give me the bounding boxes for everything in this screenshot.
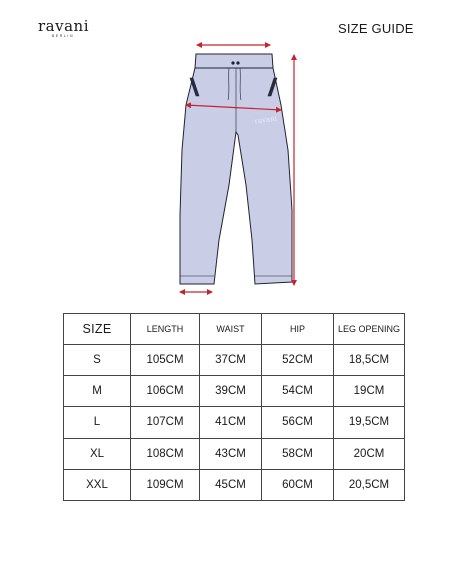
waist-cell: 45CM [200,469,262,500]
waist-cell: 43CM [200,438,262,469]
size-cell: XL [64,438,131,469]
length-cell: 108CM [131,438,200,469]
table-row [64,376,405,407]
length-cell: 105CM [131,345,200,376]
header-waist: WAIST [200,314,262,345]
hip-cell: 56CM [262,407,334,438]
hip-cell: 60CM [262,469,334,500]
length-cell: 106CM [131,376,200,407]
table-header-row [64,314,405,345]
header-length: LENGTH [131,314,200,345]
size-cell: XXL [64,469,131,500]
header-size: SIZE [64,314,131,345]
header-leg-opening: LEG OPENING [334,314,405,345]
pants-illustration [180,54,292,284]
leg-opening-cell: 19,5CM [334,407,405,438]
brand-tagline: BERLIN [51,34,75,38]
leg-opening-cell: 20CM [334,438,405,469]
page-title: SIZE GUIDE [338,21,414,36]
length-cell: 109CM [131,469,200,500]
table-row [64,345,405,376]
waist-cell: 39CM [200,376,262,407]
size-cell: S [64,345,131,376]
header-hip: HIP [262,314,334,345]
pants-print-text: ravani [254,114,278,126]
leg-opening-cell: 18,5CM [334,345,405,376]
hip-cell: 58CM [262,438,334,469]
waist-cell: 41CM [200,407,262,438]
brand-name: ravani [38,17,89,35]
hip-cell: 52CM [262,345,334,376]
waistband [195,54,273,68]
length-cell: 107CM [131,407,200,438]
size-cell: L [64,407,131,438]
size-cell: M [64,376,131,407]
table-row [64,407,405,438]
leg-opening-cell: 20,5CM [334,469,405,500]
size-table [63,313,405,501]
table-row [64,469,405,500]
hip-cell: 54CM [262,376,334,407]
waist-cell: 37CM [200,345,262,376]
table-row [64,438,405,469]
leg-opening-cell: 19CM [334,376,405,407]
